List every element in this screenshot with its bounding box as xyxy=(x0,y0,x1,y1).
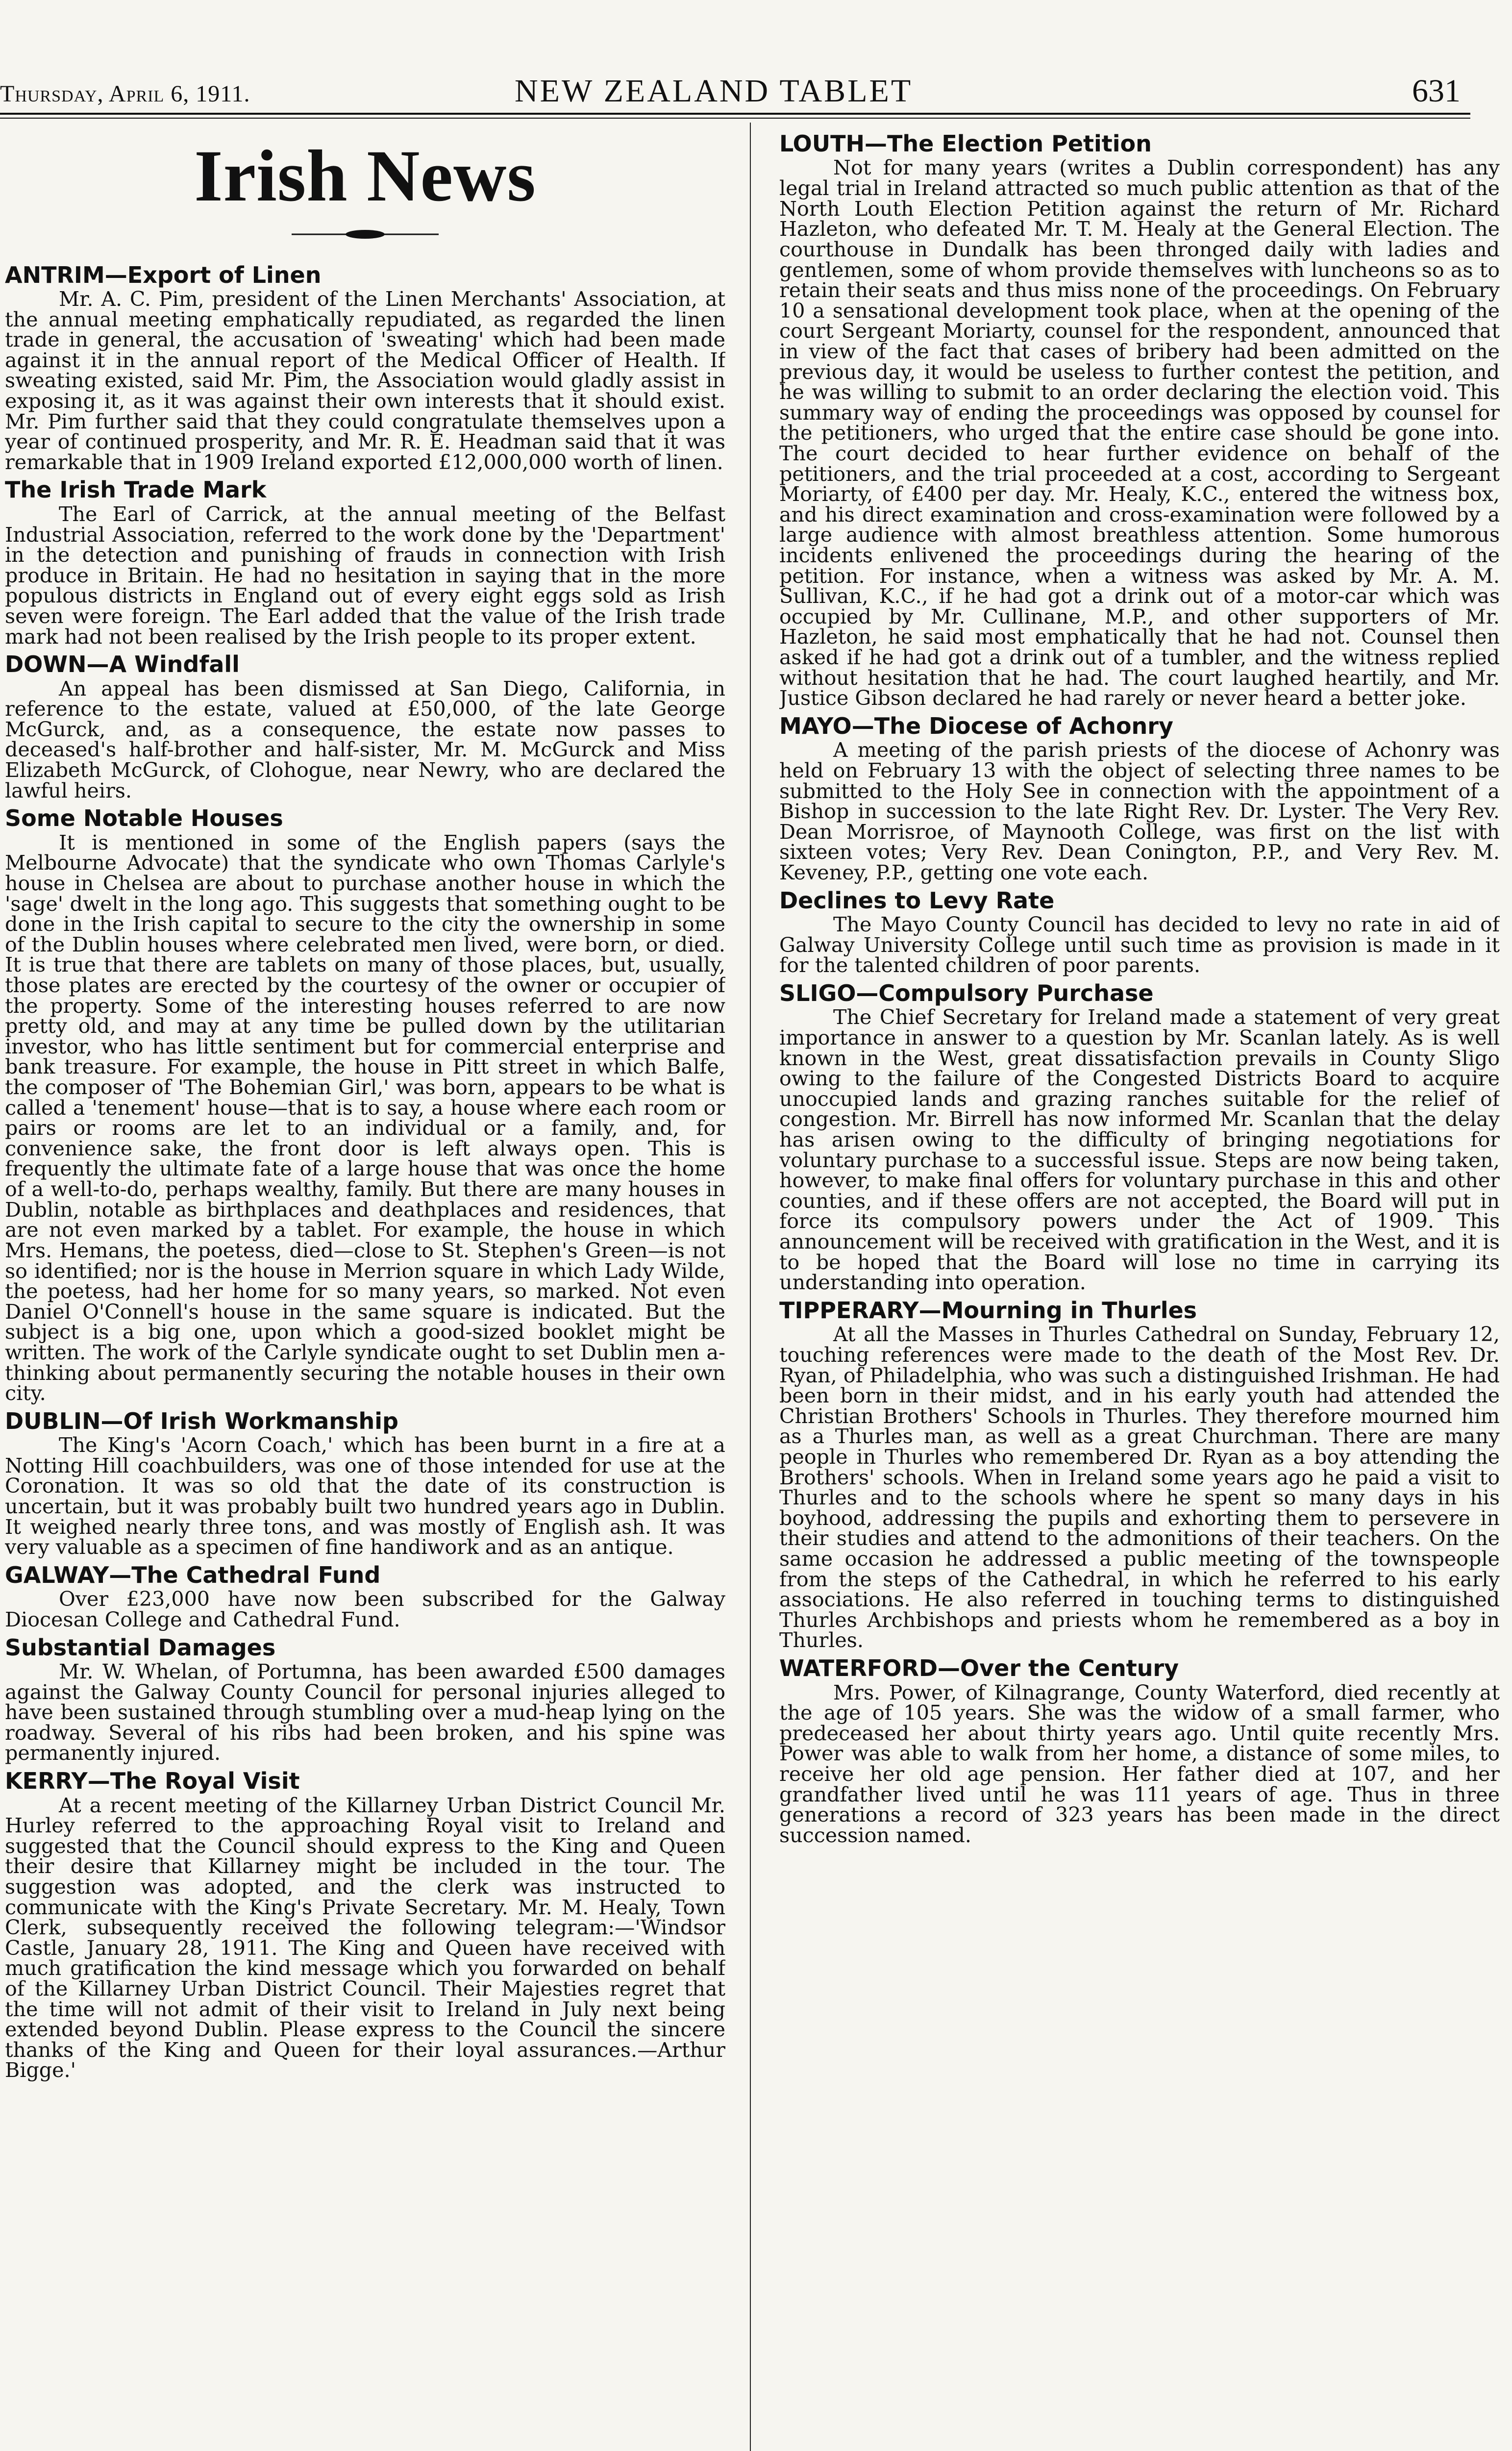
article-heading: WATERFORD—Over the Century xyxy=(779,1655,1179,1682)
masthead-rule-thin xyxy=(0,118,1470,119)
article-heading: The Irish Trade Mark xyxy=(5,476,267,503)
issue-date: Thursday, April 6, 1911. xyxy=(0,81,250,107)
ornament-rule-icon xyxy=(292,228,439,240)
article-body: Not for many years (writes a Dublin correspondent) has any legal trial in Ireland attracted so much public attention as that of the North Louth Election Petition against the return of Mr. Richard Hazleton, who defeated Mr. T. M. Healy at the General Election. The courthouse in Dundalk has been thronged daily with ladies and gentlemen, some of whom provide themselves with luncheons so as to retain their seats and thus miss none of the proceedings. On February 10 a sensational development took place, when at the opening of the court Sergeant Moriarty, counsel for the respondent, announced that in view of the fact that cases of bribery had been admitted on the previous day, it would be useless to further contest the petition, and he was willing to submit to an order declaring the election void. This summary way of ending the proceedings was opposed by counsel for the petitioners, who urged that the entire case should be gone into. The court decided to hear further evidence on behalf of the petitioners, and the trial proceeded at a cost, according to Sergeant Moriarty, of £400 per day. Mr. Healy, K.C., entered the witness box, and his direct examination and cross-examination were followed by a large audience with almost breathless attention. Some humorous incidents enlivened the proceedings during the hearing of the petition. For instance, when a witness was asked by Mr. A. M. Sullivan, K.C., if he had got a drink out of a motor-car which was occupied by Mr. Cullinane, M.P., and other supporters of Mr. Hazleton, he said most emphatically that he had not. Counsel then asked if he had got a drink out of a tumbler, and the witness replied without hesitation that he had. The court laughed heartily, and Mr. Justice Gibson declared he had rarely or never heard a better joke. xyxy=(779,156,1500,710)
article-heading: LOUTH—The Election Petition xyxy=(779,130,1152,157)
left-column xyxy=(5,126,725,2451)
column-divider xyxy=(750,123,751,2451)
article-heading: Declines to Levy Rate xyxy=(779,887,1055,914)
article-heading: Substantial Damages xyxy=(5,1634,276,1661)
masthead-rule xyxy=(0,113,1470,115)
article-heading: ANTRIM—Export of Linen xyxy=(5,261,322,288)
article-body: The King's 'Acorn Coach,' which has been burnt in a fire at a Notting Hill coachbuilders, was one of those intended for use at the Coronation. It was so old that the date of its construction is uncertain, but it was probably built two hundred years ago in Dublin. It weighed nearly three tons, and was mostly of English ash. It was very valuable as a specimen of fine handiwork and as an antique. xyxy=(5,1433,725,1559)
article-body: It is mentioned in some of the English papers (says the Melbourne Advocate) that the syndicate who own Thomas Carlyle's house in Chelsea are about to purchase another house in which the 'sage' dwelt in the long ago. This suggests that something ought to be done in the Irish capital to secure to the city the ownership in some of the Dublin houses where celebrated men lived, were born, or died. It is true that there are tablets on many of those places, but, usually, those plates are erected by the courtesy of the owner or occupier of the property. Some of the interesting houses referred to are now pretty old, and may at any time be pulled down by the utilitarian investor, who has little sentiment but for commercial enterprise and bank treasure. For example, the house in Pitt street in which Balfe, the composer of 'The Bohemian Girl,' was born, appears to be what is called a 'tenement' house—that is to say, a house where each room or pairs or rooms are let to an individual or a family, and, for convenience sake, the front door is left always open. This is frequently the ultimate fate of a large house that was once the home of a well-to-do, perhaps wealthy, family. But there are many houses in Dublin, notable as birthplaces and deathplaces and residences, that are not even marked by a tablet. For example, the house in which Mrs. Hemans, the poetess, died—close to St. Stephen's Green—is not so identified; nor is the house in Merrion square in which Lady Wilde, the poetess, had her home for so many years, so marked. Not even Daniel O'Connell's house in the same square is indicated. But the subject is a big one, upon which a good-sized booklet might be written. The work of the Carlyle syndicate ought to set Dublin men a-thinking about permanently securing the notable houses in their own city. xyxy=(5,830,725,1405)
article-body: The Earl of Carrick, at the annual meeting of the Belfast Industrial Association, referred to the work done by the 'Department' in the detection and punishing of frauds in connection with Irish produce in Britain. He had no hesitation in saying that in the more populous districts in England out of every eight eggs sold as Irish seven were foreign. The Earl added that the value of the Irish trade mark had not been realised by the Irish people to its proper extent. xyxy=(5,502,725,649)
article-body: The Mayo County Council has decided to levy no rate in aid of Galway University College until such time as provision is made in it for the talented children of poor parents. xyxy=(779,913,1500,977)
article-heading: SLIGO—Compulsory Purchase xyxy=(779,979,1154,1006)
article-body: Mrs. Power, of Kilnagrange, County Waterford, died recently at the age of 105 years. She was the widow of a small farmer, who predeceased her about thirty years ago. Until quite recently Mrs. Power was able to walk from her home, a distance of some miles, to receive her old age pension. Her father died at 107, and her grandfather lived until he was 111 years of age. Thus in three generations a record of 323 years has been made in the direct succession named. xyxy=(779,1680,1500,1847)
article-heading: DUBLIN—Of Irish Workmanship xyxy=(5,1407,398,1434)
article-body: A meeting of the parish priests of the diocese of Achonry was held on February 13 with the object of selecting three names to be submitted to the Holy See in connection with the appointment of a Bishop in succession to the late Right Rev. Dr. Lyster. The Very Rev. Dean Morrisroe, of Maynooth College, was first on the list with sixteen votes; Very Rev. Dean Conington, P.P., and Very Rev. M. Keveney, P.P., getting one vote each. xyxy=(779,738,1500,885)
article-body: At a recent meeting of the Killarney Urban District Council Mr. Hurley referred to the approaching Royal visit to Ireland and suggested that the Council should express to the King and Queen their desire that Killarney might be included in the tour. The suggestion was adopted, and the clerk was instructed to communicate with the King's Private Secretary. Mr. M. Healy, Town Clerk, subsequently received the following telegram:—'Windsor Castle, January 28, 1911. The King and Queen have received with much gratification the kind message which you forwarded on behalf of the Killarney Urban District Council. Their Majesties regret that the time will not admit of their visit to Ireland in July next being extended beyond Dublin. Please express to the Council the sincere thanks of the King and Queen for their loyal assurances.—Arthur Bigge.' xyxy=(5,1793,725,2082)
page-number: 631 xyxy=(1412,73,1461,109)
article-heading: GALWAY—The Cathedral Fund xyxy=(5,1561,381,1588)
article-heading: MAYO—The Diocese of Achonry xyxy=(779,712,1173,739)
right-column xyxy=(779,126,1500,2451)
section-ornament xyxy=(5,228,725,240)
article-heading: DOWN—A Windfall xyxy=(5,651,240,678)
article-body: Mr. A. C. Pim, president of the Linen Merchants' Association, at the annual meeting emphatically repudiated, as regarded the linen trade in general, the accusation of 'sweating' which had been made against it in the annual report of the Medical Officer of Health. If sweating existed, said Mr. Pim, the Association would gladly assist in exposing it, as it was against their own interests that it should exist. Mr. Pim further said that they could congratulate themselves upon a year of continued prosperity, and Mr. R. E. Headman said that it was remarkable that in 1909 Ireland exported £12,000,000 worth of linen. xyxy=(5,287,725,474)
article-body: Mr. W. Whelan, of Portumna, has been awarded £500 damages against the Galway County Council for personal injuries alleged to have been sustained through stumbling over a mud-heap lying on the roadway. Several of his ribs had been broken, and his spine was permanently injured. xyxy=(5,1660,725,1765)
article-body: Over £23,000 have now been subscribed for the Galway Diocesan College and Cathedral Fund. xyxy=(5,1587,725,1631)
article-body: At all the Masses in Thurles Cathedral on Sunday, February 12, touching references were made to the death of the Most Rev. Dr. Ryan, of Philadelphia, who was such a distinguished Irishman. He had been born in their midst, and in his early youth had attended the Christian Brothers' Schools in Thurles. They therefore mourned him as a Thurles man, as well as a great Churchman. There are many people in Thurles who remembered Dr. Ryan as a boy attending the Brothers' schools. When in Ireland some years ago he paid a visit to Thurles and to the schools where he spent so many days in his boyhood, addressing the pupils and exhorting them to persevere in their studies and attend to the admonitions of their teachers. On the same occasion he addressed a public meeting of the townspeople from the steps of the Cathedral, in which he referred to his early associations. He also referred in touching terms to distinguished Thurles Archbishops and priests whom he remembered as a boy in Thurles. xyxy=(779,1323,1500,1652)
article-body: An appeal has been dismissed at San Diego, California, in reference to the estate, valued at £50,000, of the late George McGurck, and, as a consequence, the estate now passes to deceased's half-brother and half-sister, Mr. M. McGurck and Miss Elizabeth McGurck, of Clohogue, near Newry, who are declared the lawful heirs. xyxy=(5,676,725,802)
article-heading: Some Notable Houses xyxy=(5,805,283,832)
section-title: Irish News xyxy=(194,135,536,217)
article-body: The Chief Secretary for Ireland made a statement of very great importance in answer to a question by Mr. Scanlan lately. As is well known in the West, great dissatisfaction prevails in County Sligo owing to the failure of the Congested Districts Board to acquire unoccupied lands and grazing ranches suitable for the relief of congestion. Mr. Birrell has now informed Mr. Scanlan that the delay has arisen owing to the difficulty of bringing negotiations for voluntary purchase to a successful issue. Steps are now being taken, however, to make final offers for voluntary purchase in this and other counties, and if these offers are not accepted, the Board will put in force its compulsory powers under the Act of 1909. This announcement will be received with gratification in the West, and it is to be hoped that the Board will lose no time in carrying its understanding into operation. xyxy=(779,1005,1500,1295)
masthead xyxy=(0,69,1470,113)
article-heading: TIPPERARY—Mourning in Thurles xyxy=(779,1297,1197,1324)
publication-title: NEW ZEALAND TABLET xyxy=(515,73,913,109)
article-heading: KERRY—The Royal Visit xyxy=(5,1768,300,1795)
